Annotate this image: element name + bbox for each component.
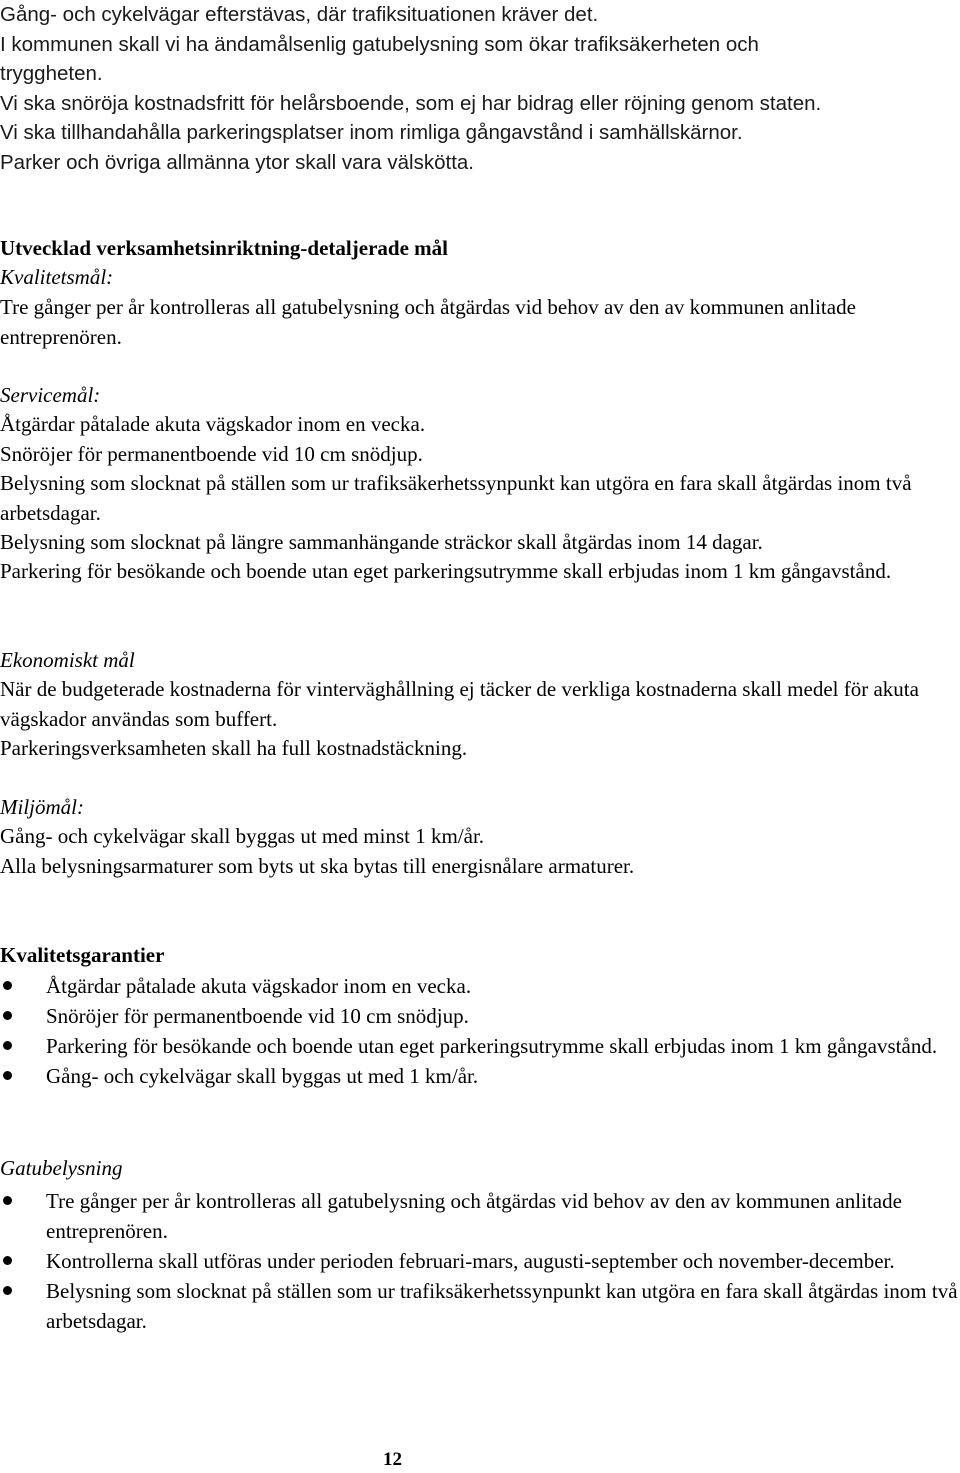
list-item [0, 971, 960, 1001]
intro-line: Gång- och cykelvägar efterstävas, där trafiksituationen kräver det. [0, 3, 599, 26]
kvalitetsmal-text: Tre gånger per år kontrolleras all gatubelysning och åtgärdas vid behov av den av kommunen anlitade entreprenören. [0, 295, 856, 349]
intro-line: I kommunen skall vi ha ändamålsenlig gatubelysning som ökar trafiksäkerheten och [0, 32, 759, 56]
bullet-icon [3, 1286, 12, 1295]
kvalitetsmal-label: Kvalitetsmål: [0, 265, 114, 289]
list-item-text: Snöröjer för permanentboende vid 10 cm snödjup. [46, 1004, 469, 1028]
list-item [0, 1186, 960, 1246]
list-item [0, 1001, 960, 1031]
bullet-icon [3, 1256, 12, 1265]
bullet-icon [3, 1196, 12, 1205]
bullet-icon [3, 1071, 12, 1080]
list-item-text: Gång- och cykelvägar skall byggas ut med 1 km/år. [46, 1064, 479, 1088]
gatubelysning-heading: Gatubelysning [0, 1156, 123, 1180]
miljomal-line: Alla belysningsarmaturer som byts ut ska bytas till energisnålare armaturer. [0, 854, 635, 878]
list-item-text: Kontrollerna skall utföras under perioden februari-mars, augusti-september och november-december. [46, 1249, 895, 1273]
servicemal-line: Åtgärdar påtalade akuta vägskador inom en vecka. [0, 412, 426, 436]
miljomal-line: Gång- och cykelvägar skall byggas ut med minst 1 km/år. [0, 824, 485, 848]
list-item-text: Parkering för besökande och boende utan eget parkeringsutrymme skall erbjudas inom 1 km gångavstånd. [46, 1034, 938, 1058]
list-item-text: Åtgärdar påtalade akuta vägskador inom en vecka. [46, 974, 472, 998]
intro-line: Vi ska tillhandahålla parkeringsplatser inom rimliga gångavstånd i samhällskärnor. [0, 121, 743, 144]
bullet-icon [3, 1011, 12, 1020]
ekonomiskt-mal-line: Parkeringsverksamheten skall ha full kostnadstäckning. [0, 736, 468, 760]
list-item-text: Belysning som slocknat på ställen som ur trafiksäkerhetssynpunkt kan utgöra en fara skall åtgärdas inom två arbetsdagar. [46, 1279, 958, 1333]
kvalitetsgarantier-list [0, 971, 960, 1091]
section-heading: Utvecklad verksamhetsinriktning-detaljerade mål [0, 236, 448, 260]
kvalitetsgarantier-heading: Kvalitetsgarantier [0, 943, 165, 967]
servicemal-line: Snöröjer för permanentboende vid 10 cm snödjup. [0, 442, 423, 466]
gatubelysning-list [0, 1186, 960, 1336]
list-item [0, 1276, 960, 1336]
page-number: 12 [383, 1449, 402, 1470]
list-item [0, 1246, 960, 1276]
list-item [0, 1061, 960, 1091]
ekonomiskt-mal-line: När de budgeterade kostnaderna för vinterväghållning ej täcker de verkliga kostnaderna skall medel för akuta vägskador användas som buffert. [0, 677, 919, 731]
servicemal-line: Parkering för besökande och boende utan eget parkeringsutrymme skall erbjudas inom 1 km gångavstånd. [0, 559, 892, 583]
intro-text [0, 0, 960, 177]
intro-line: tryggheten. [0, 62, 103, 85]
list-item-text: Tre gånger per år kontrolleras all gatubelysning och åtgärdas vid behov av den av kommunen anlitade entreprenören. [46, 1189, 902, 1243]
servicemal-line: Belysning som slocknat på ställen som ur trafiksäkerhetssynpunkt kan utgöra en fara skall åtgärdas inom två arbetsdagar. [0, 471, 912, 525]
intro-line: Parker och övriga allmänna ytor skall vara välskötta. [0, 150, 474, 174]
bullet-icon [3, 1041, 12, 1050]
servicemal-label: Servicemål: [0, 383, 101, 407]
miljomal-label: Miljömål: [0, 795, 84, 819]
list-item [0, 1031, 960, 1061]
bullet-icon [3, 981, 12, 990]
ekonomiskt-mal-label: Ekonomiskt mål [0, 648, 135, 672]
intro-line: Vi ska snöröja kostnadsfritt för helårsboende, som ej har bidrag eller röjning genom staten. [0, 91, 822, 115]
servicemal-line: Belysning som slocknat på längre sammanhängande sträckor skall åtgärdas inom 14 dagar. [0, 530, 763, 554]
